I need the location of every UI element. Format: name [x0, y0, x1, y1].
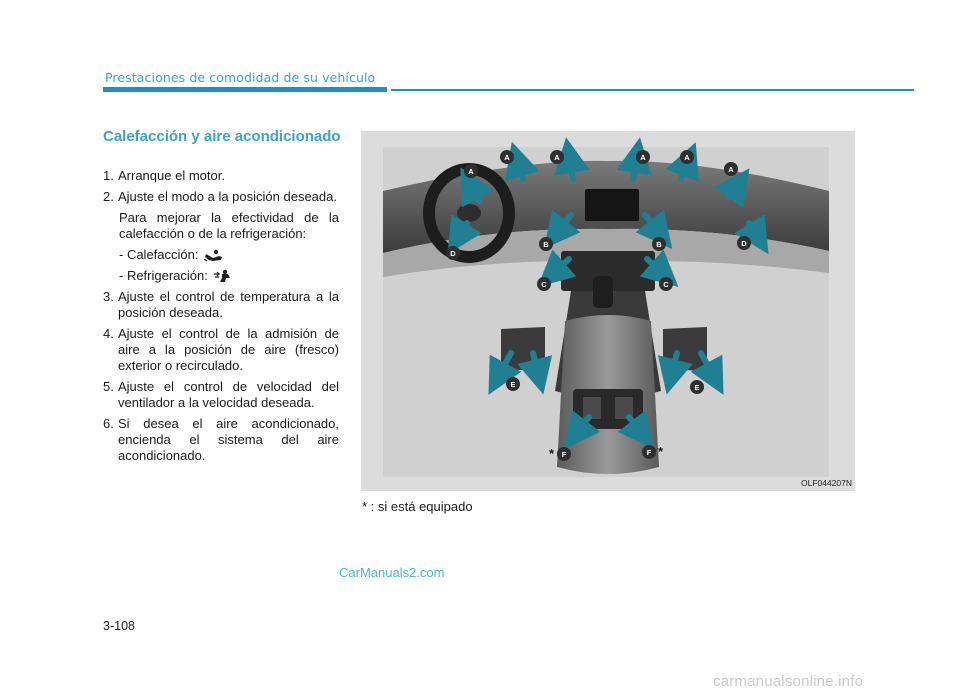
step-text: Ajuste el control de temperatura a la posición deseada. — [118, 289, 339, 320]
dashboard-illustration — [361, 131, 855, 491]
vent-label-b-2 — [652, 237, 666, 251]
page-header — [103, 66, 914, 94]
footnote: * : si está equipado — [362, 499, 473, 514]
step-text: Ajuste el modo a la posición deseada. — [118, 189, 337, 204]
vent-label-text: E — [510, 380, 516, 389]
step-text: Arranque el motor. — [118, 168, 225, 183]
step-number: 4. — [103, 326, 114, 341]
instruction-list — [103, 168, 339, 469]
steering-hub — [457, 204, 481, 222]
step-number: 6. — [103, 416, 114, 431]
vent-label-text: A — [504, 153, 510, 162]
header-title: Prestaciones de comodidad de su vehículo — [105, 70, 376, 85]
vent-label-e-1 — [506, 377, 520, 391]
step-number: 3. — [103, 289, 114, 304]
figure-reference-code: OLF044207N — [800, 478, 852, 488]
right-floor-duct — [663, 327, 707, 371]
vent-label-a-2 — [500, 150, 514, 164]
vent-label-text: C — [541, 280, 547, 289]
vent-label-text: C — [663, 280, 669, 289]
vent-label-f-2 — [642, 445, 656, 459]
step-text: Ajuste el control de velocidad del ventilador a la velocidad deseada. — [118, 379, 339, 410]
vent-diagram — [361, 131, 855, 491]
step-5 — [103, 379, 339, 411]
vent-label-f-1 — [557, 447, 571, 461]
step-1 — [103, 168, 339, 184]
vent-label-a-1 — [464, 164, 478, 178]
optional-asterisk: * — [658, 444, 664, 459]
vent-label-text: B — [543, 240, 549, 249]
vent-label-a-4 — [636, 150, 650, 164]
cooling-mode-line — [103, 268, 339, 284]
heating-mode-icon — [202, 248, 224, 262]
tip-note: Para mejorar la efectividad de la calefacción o de la refrigeración: — [119, 210, 339, 241]
vent-label-text: A — [554, 153, 560, 162]
vent-label-c-2 — [659, 277, 673, 291]
vent-label-a-5 — [680, 150, 694, 164]
vent-label-e-2 — [690, 380, 704, 394]
rear-vent-left — [583, 397, 601, 419]
heating-mode-label: - Calefacción: — [119, 247, 199, 262]
vent-label-text: D — [741, 239, 747, 248]
step-number: 5. — [103, 379, 114, 394]
vent-label-text: A — [640, 153, 646, 162]
step-6 — [103, 416, 339, 464]
vent-label-text: A — [728, 165, 734, 174]
cooling-mode-label: - Refrigeración: — [119, 268, 208, 283]
heating-mode-line — [103, 247, 339, 263]
step-number: 1. — [103, 168, 114, 183]
step-number: 2. — [103, 189, 114, 204]
vent-label-text: F — [646, 448, 652, 457]
vent-label-a-3 — [550, 150, 564, 164]
vent-label-text: A — [468, 167, 474, 176]
page-number: 3-108 — [103, 619, 135, 633]
header-rule — [391, 89, 914, 91]
step-4 — [103, 326, 339, 374]
watermark-link[interactable]: CarManuals2.com — [339, 565, 445, 580]
vent-label-text: A — [684, 153, 690, 162]
vent-label-d-2 — [737, 236, 751, 250]
vent-label-b-1 — [539, 237, 553, 251]
vent-label-text: B — [656, 240, 662, 249]
gear-shifter — [593, 276, 613, 308]
vent-label-c-1 — [537, 277, 551, 291]
step-3 — [103, 289, 339, 321]
vent-label-d-1 — [446, 246, 460, 260]
site-watermark: carmanualsonline.info — [713, 673, 864, 690]
header-accent-bar — [103, 87, 387, 92]
step-2 — [103, 189, 339, 205]
vent-label-a-6 — [724, 162, 738, 176]
center-screen — [585, 189, 639, 221]
step-text: Ajuste el control de la admisión de aire a la posición de aire (fresco) exterior o recirculado. — [118, 326, 339, 373]
vent-label-text: D — [450, 249, 456, 258]
section-title: Calefacción y aire acondicionado — [103, 128, 341, 145]
vent-label-text: E — [694, 383, 700, 392]
optional-asterisk: * — [549, 446, 555, 461]
vent-label-text: F — [561, 450, 567, 459]
step-text: Si desea el aire acondicionado, encienda el sistema del aire acondicionado. — [118, 416, 339, 463]
cooling-mode-icon — [212, 269, 234, 283]
